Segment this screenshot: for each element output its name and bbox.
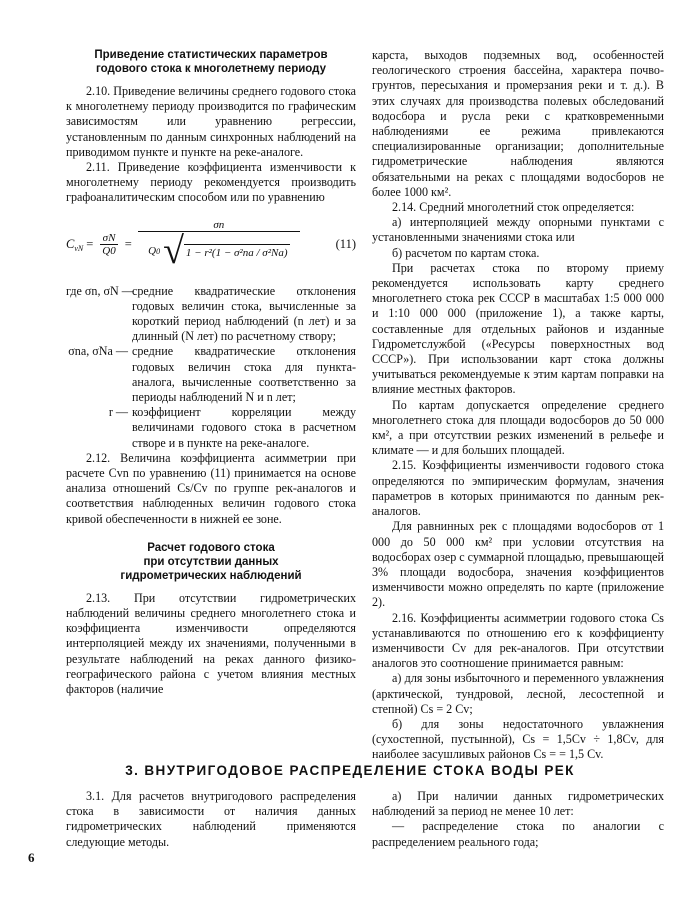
formula-fraction-2: σn Q 0 √ 1 − r²(1 − σ²na / σ²Na) — [138, 219, 300, 270]
list-item: а) интерполяцией между опорными пунктами с установленными значениями стока или — [372, 215, 664, 245]
heading-line: годового стока к многолетнему периоду — [96, 63, 326, 75]
paragraph-2-10: 2.10. Приведение величины среднего годового стока к многолетнему периоду производится по графическим зависимостям или уравнению регрессии, установленным по данным синхронных наблюдений на приводимом пункте и пункте на реке-аналоге. — [66, 84, 356, 159]
bottom-left-column — [66, 789, 356, 850]
paragraph-2-12: 2.12. Величина коэффициента асимметрии при расчете Cvn по уравнению (11) принимается на основе анализа отношений Cs/Cv по группе рек-аналогов и соответствия наблюденных величин годового стока кривой обеспеченности в нижней ее зоне. — [66, 450, 356, 526]
page-number: 6 — [28, 850, 35, 865]
paragraph-2-14: 2.14. Средний многолетний сток определяется: — [392, 200, 635, 215]
paragraph-2-16: 2.16. Коэффициенты асимметрии годового стока Cs устанавливаются по отношению его к коэффициенту изменчивости Cv для рек-аналогов. При отсутствии аналогов это соотношение принимается равным: — [372, 610, 664, 671]
paragraph-3-1: 3.1. Для расчетов внутригодового распределения стока в зависимости от наличия данных гидрометрических наблюдений применяются следующие методы. — [66, 789, 356, 849]
paragraph: По картам допускается определение среднего многолетнего стока для площади водосборов до 50 000 км², а при отсутствии резких изменений в рельефе и климате — и для больших площадей. — [372, 397, 664, 458]
section-heading — [66, 541, 356, 583]
definition-item: где σn, σN — средние квадратические отклонения годовых величин стока, вычисленные за короткий период наблюдений (n лет) и за длинный (N лет) по расчетному створу; — [66, 283, 356, 344]
formula-number: (11) — [335, 237, 356, 252]
paragraph: Для равнинных рек с площадями водосборов от 1 000 до 50 000 км² при условии отсутствия на водосборах озер с суммарной площадью, превышающей 3% площади водосбора, значения коэффициентов изменчивости можно определять по карте (приложение 2). — [372, 519, 665, 610]
list-item: б) расчетом по картам стока. — [392, 245, 540, 260]
chapter-heading: 3. ВНУТРИГОДОВОЕ РАСПРЕДЕЛЕНИЕ СТОКА ВОДЫ РЕК — [125, 763, 575, 778]
formula-denominator: Q 0 √ 1 − r²(1 − σ²na / σ²Na) — [148, 230, 288, 273]
definition-item: r — коэффициент корреляции между величинами годового стока в расчетном створе и в пункте на реке-аналоге. — [108, 405, 356, 450]
heading-line: при отсутствии данных — [143, 555, 279, 568]
heading-line: гидрометрических наблюдений — [120, 569, 302, 582]
list-item: а) При наличии данных гидрометрических наблюдений за период не менее 10 лет: — [372, 789, 664, 819]
paragraph: При расчетах стока по второму приему рекомендуется использовать карту среднего многолетнего стока рек СССР в масштабах 1:5 000 000 и 1:10 000 000 (приложение 1), а также карты, составленные для отдельных районов и изданные Гидрометслужбой («Ресурсы поверхностных вод СССР»). При использовании карт стока должны учитываться рекомендуемые к этим картам поправки на влияние местных факторов. — [372, 260, 664, 397]
paragraph-2-11: 2.11. Приведение коэффициента изменчивости к многолетнему периоду рекомендуется производить графоаналитическим способом или по уравнению — [66, 160, 356, 205]
definition-item: σna, σNa — средние квадратические отклонения годовых величин стока для пункта-аналога, вычисленные соответственно за периоды наблюдений N и n лет; — [68, 344, 356, 405]
definitions-list — [66, 284, 356, 451]
bottom-right-column — [372, 789, 664, 850]
paragraph-2-13: 2.13. При отсутствии гидрометрических наблюдений величины среднего многолетнего стока и коэффициента изменчивости определяются интерполяцией между их значениями, полученными в результате наблюдений на реках данного физико-географического района с учетом влияния местных факторов (наличие — [66, 590, 356, 697]
right-column — [372, 48, 664, 763]
list-item: — распределение стока по аналогии с распределением реального года; — [372, 819, 664, 849]
sqrt-icon: √ — [163, 230, 184, 273]
formula-11 — [66, 212, 356, 278]
left-column — [66, 48, 356, 697]
formula-lhs: $C_{vN}$ — [66, 236, 84, 253]
formula-fraction-1: $\frac{\sigma N}{Q0}$ — [99, 232, 118, 257]
section-heading — [66, 48, 356, 76]
heading-line: Расчет годового стока — [147, 541, 275, 554]
paragraph-2-15: 2.15. Коэффициенты изменчивости годового стока определяются по эмпирическим формулам, значения параметров в которых принимаются по данным рек-аналогов. — [372, 458, 664, 519]
formula-body: $C_{vN}$ = $\frac{\sigma N}{Q0}$ = σn Q 0 √ 1 − r²(1 − σ²na / σ²Na) — [66, 219, 303, 270]
paragraph-continuation: карста, выходов подземных вод, особенностей геологического строения бассейна, характера почво-грунтов, пересыхания и промерзания реки и т. д.). В этих случаях для производства полевых обследований водосбора и русла реки с кратковременными наблюдениями ее режима привлекаются специализированные организации; дополнительные гидрометрические наблюдения являются обязательными на реках с площадями водосборов не более 1000 км². — [372, 48, 664, 199]
heading-line: Приведение статистических параметров — [94, 49, 328, 61]
list-item: б) для зоны недостаточного увлажнения (сухостепной, пустынной), Cs = 1,5Cv ÷ 1,8Cv, для наиболее засушливых районов Cs = = 1,5 Cv. — [372, 716, 664, 762]
list-item: а) для зоны избыточного и переменного увлажнения (арктической, тундровой, лесной, лесостепной и степной) Cs = 2 Cv; — [372, 671, 664, 716]
